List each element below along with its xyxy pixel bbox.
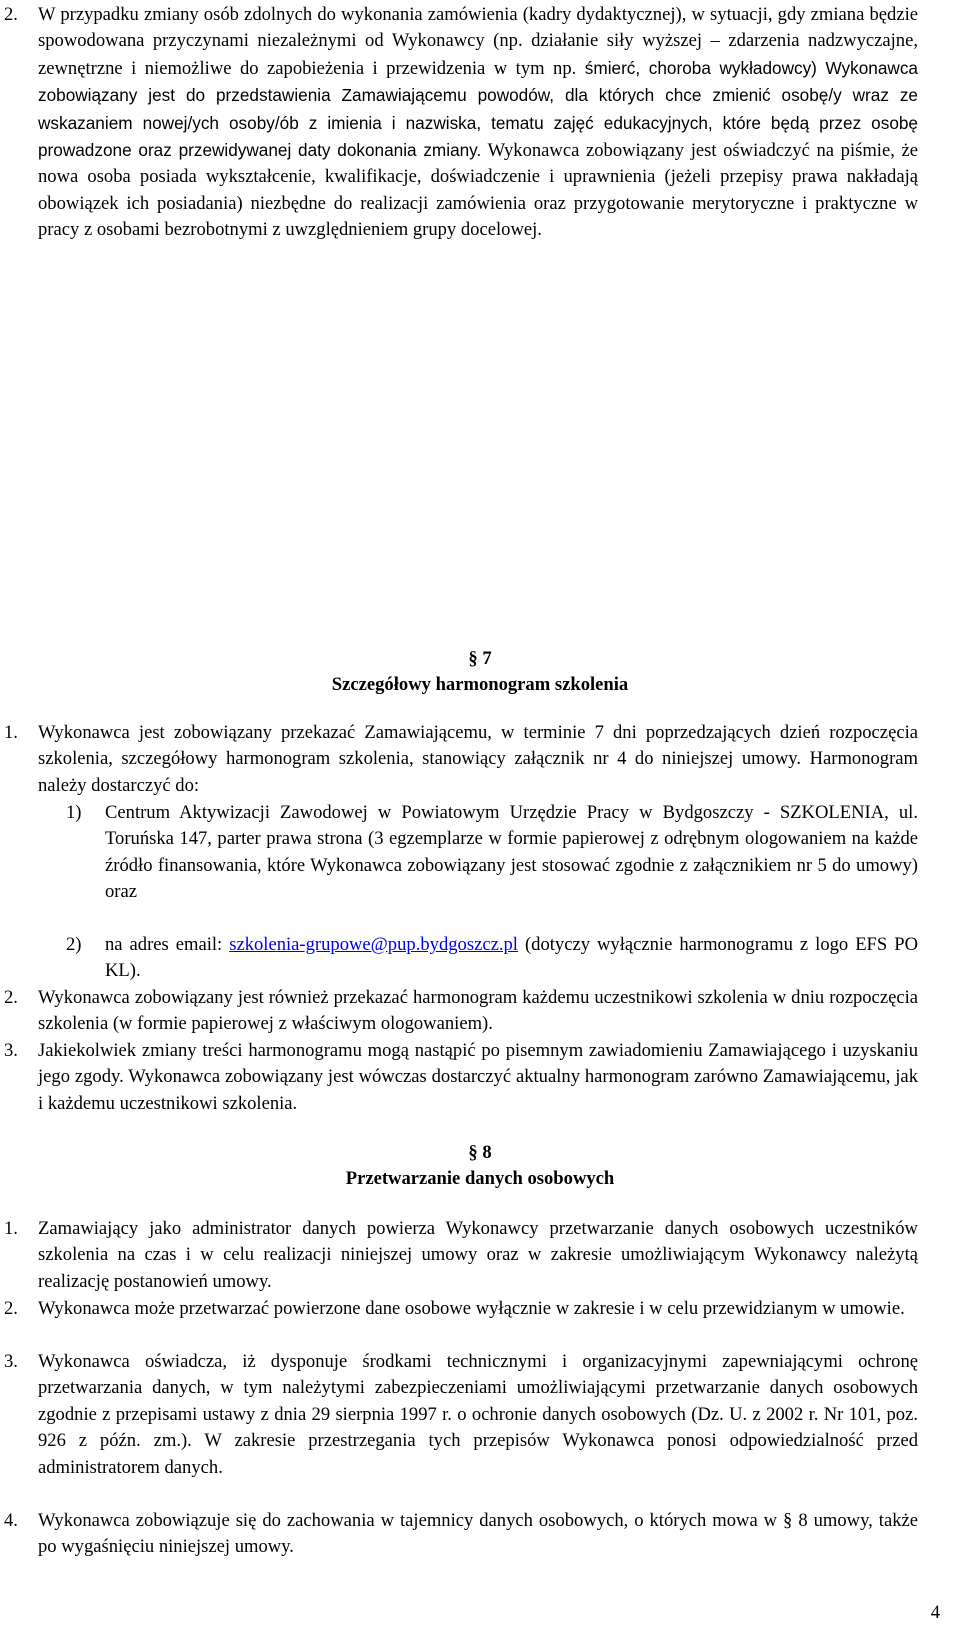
sec7-item-3-text: Jakiekolwiek zmiany treści harmonogramu mogą nastąpić po pisemnym zawiadomieniu Zamawiającego i uzyskaniu jego zgody. Wykonawca zobowiązany jest wówczas dostarczyć aktualny harmonogram zarówno Zamawiającemu, jak i każdemu uczestnikowi szkolenia. [38, 1040, 918, 1114]
section-8-mark: § 8 [468, 1142, 492, 1163]
email-link[interactable]: szkolenia-grupowe@pup.bydgoszcz.pl [229, 934, 518, 955]
sec7-item-1-text: Wykonawca jest zobowiązany przekazać Zamawiającemu, w terminie 7 dni poprzedzających dzień rozpoczęcia szkolenia, szczegółowy harmonogram szkolenia, stanowiący załącznik nr 4 do niniejszej umowy. Harmonogram należy dostarczyć do: [38, 722, 918, 796]
intro-paragraph [38, 2, 918, 244]
section-7-title: Szczegółowy harmonogram szkolenia [331, 674, 629, 696]
sec7-sub-1-text: Centrum Aktywizacji Zawodowej w Powiatowym Urzędzie Pracy w Bydgoszczy - SZKOLENIA, ul. Toruńska 147, parter prawa strona (3 egzemplarze w formie papierowej z odrębnym ologowaniem na każde źródło finansowania, które Wykonawca zobowiązany jest stosować zgodnie z załącznikiem nr 5 do umowy) oraz [105, 802, 918, 903]
sec7-sub-2-number: 2) [66, 934, 82, 955]
sec7-sub-2-post: (dotyczy wyłącznie harmonogramu z logo EFS PO KL). [105, 934, 918, 982]
sec8-item-2-text: Wykonawca może przetwarzać powierzone dane osobowe wyłącznie w zakresie i w celu przewidzianym w umowie. [38, 1298, 905, 1319]
sec7-sub-2-pre: na adres email: [105, 934, 223, 955]
intro-number: 2. [4, 4, 18, 25]
sec7-item-3-number: 3. [4, 1040, 18, 1061]
section-7-heading [0, 646, 960, 699]
sec8-item-3-text: Wykonawca oświadcza, iż dysponuje środkami technicznymi i organizacyjnymi zapewniającymi ochronę przetwarzania danych, w tym należytymi zabezpieczeniami umożliwiającymi przetwarzanie danych osobowych zgodnie z przepisami ustawy z dnia 29 sierpnia 1997 r. o ochronie danych osobowych (Dz. U. z 2002 r. Nr 101, poz. 926 z późn. zm.). W zakresie przestrzegania tych przepisów Wykonawca ponosi odpowiedzialność przed administratorem danych. [38, 1351, 918, 1478]
sec8-item-4-text: Wykonawca zobowiązuje się do zachowania w tajemnicy danych osobowych, o których mowa w § 8 umowy, także po wygaśnięciu niniejszej umowy. [38, 1510, 918, 1558]
sec8-item-3-number: 3. [4, 1351, 18, 1372]
sec8-item-2-number: 2. [4, 1298, 18, 1319]
sec8-item-1-number: 1. [4, 1218, 18, 1239]
section-8-title: Przetwarzanie danych osobowych [345, 1168, 615, 1190]
section-7-mark: § 7 [468, 648, 492, 669]
sec7-sub-2-text [105, 932, 918, 985]
intro-text-c: Wykonawca zobowiązany jest oświadczyć na piśmie, że nowa osoba posiada wykształcenie, kwalifikacje, doświadczenie i uprawnienia (jeżeli przepisy prawa nakładają obowiązek ich posiadania) niezbędne do realizacji zamówienia oraz przygotowanie merytoryczne i praktyczne w pracy z osobami bezrobotnymi z uwzględnieniem grupy docelowej. [38, 140, 918, 241]
sec7-item-2-text: Wykonawca zobowiązany jest również przekazać harmonogram każdemu uczestnikowi szkolenia w dniu rozpoczęcia szkolenia (w formie papierowej z właściwym ologowaniem). [38, 987, 918, 1035]
intro-text-a: W przypadku zmiany osób zdolnych do wykonania zamówienia (kadry dydaktycznej), w sytuacji, gdy zmiana będzie spowodowana przyczynami niezależnymi od Wykonawcy (np. działanie siły wyższej – zdarzenia nadzwyczajne, zewnętrzne i niemożliwe do zapobieżenia i przewidzenia w tym np. [38, 4, 918, 79]
page-number: 4 [930, 1602, 940, 1623]
sec7-item-2-number: 2. [4, 987, 18, 1008]
intro-text-b: śmierć, choroba wykładowcy) Wykonawca zobowiązany jest do przedstawienia Zamawiającemu powodów, dla których chce zmienić osobę/y wraz ze wskazaniem nowej/ych osoby/ób z imienia i nazwiska, tematu zajęć edukacyjnych, które będą przez osobę prowadzone oraz przewidywanej daty dokonania zmiany. [38, 57, 918, 161]
sec8-item-1-text: Zamawiający jako administrator danych powierza Wykonawcy przetwarzanie danych osobowych uczestników szkolenia na czas i w celu realizacji niniejszej umowy oraz w zakresie umożliwiającym Wykonawcy należytą realizację postanowień umowy. [38, 1218, 918, 1292]
section-8-heading [0, 1140, 960, 1193]
sec7-sub-1-number: 1) [66, 802, 82, 823]
sec7-item-1-number: 1. [4, 722, 18, 743]
sec8-item-4-number: 4. [4, 1510, 18, 1531]
